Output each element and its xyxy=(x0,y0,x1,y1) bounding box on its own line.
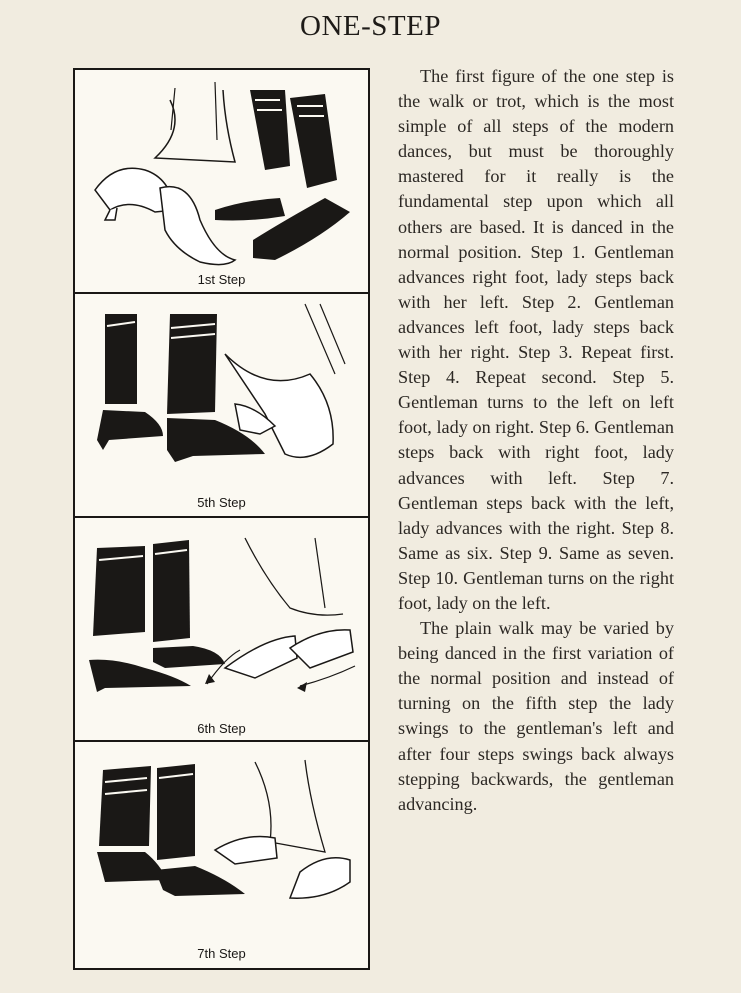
illustration-panels xyxy=(73,68,370,970)
page-title: ONE-STEP xyxy=(300,10,441,42)
step-caption: 5th Step xyxy=(197,495,246,510)
illustration-step-5 xyxy=(75,294,368,518)
instruction-paragraph: The first figure of the one step is the walk or trot, which is the most simple of all steps of the modern dances, but must be thoroughly mastered for it really is the fundamental step upon which all others are based. It is danced in the normal position. Step 1. Gentleman advances right foot, lady steps back with her left. Step 2. Gentleman advances left foot, lady steps back with her right. Step 3. Repeat first. Step 4. Repeat second. Step 5. Gentleman turns to the left on left foot, lady on right. Step 6. Gentleman steps back with right foot, lady advances with left. Step 7. Gentleman steps back with the left, lady advances with the right. Step 8. Same as six. Step 9. Same as seven. Step 10. Gentleman turns on the right foot, lady on the left. xyxy=(398,66,674,613)
step-caption: 7th Step xyxy=(197,946,246,961)
instruction-text xyxy=(398,64,674,817)
footwork-drawing-step-1 xyxy=(75,70,368,294)
step-caption: 6th Step xyxy=(197,721,246,736)
instruction-paragraph: The plain walk may be varied by being danced in the first variation of the normal position and instead of turning on the fifth step the lady swings to the gentleman's left and after four steps swings back always stepping backwards, the gentleman advancing. xyxy=(398,618,674,814)
footwork-drawing-step-5 xyxy=(75,294,368,518)
illustration-step-1 xyxy=(75,70,368,294)
footwork-drawing-step-6 xyxy=(75,518,368,742)
illustration-step-7 xyxy=(75,742,368,966)
step-caption: 1st Step xyxy=(197,272,246,287)
footwork-drawing-step-7 xyxy=(75,742,368,968)
illustration-step-6 xyxy=(75,518,368,742)
